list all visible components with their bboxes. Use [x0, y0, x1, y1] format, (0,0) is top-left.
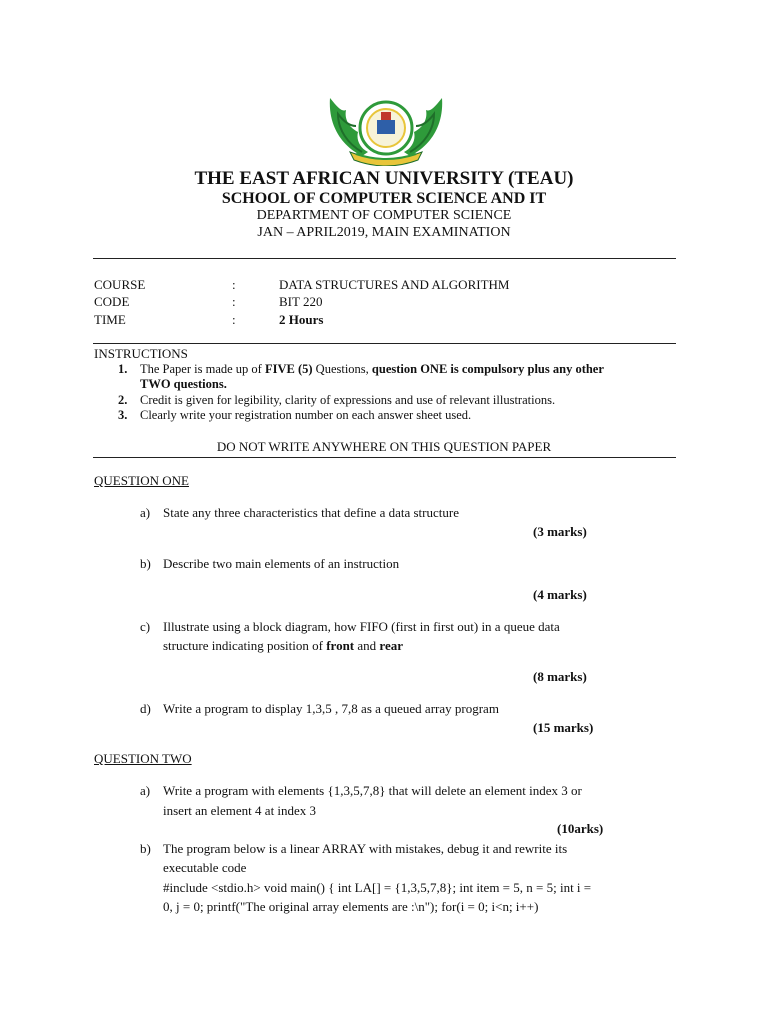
instructions-divider — [93, 457, 676, 458]
q1c-front: front — [326, 638, 355, 653]
course-sep: : — [232, 277, 236, 292]
q1c-marks: (8 marks) — [533, 669, 587, 684]
code-sep: : — [232, 294, 236, 309]
info-divider — [93, 343, 676, 344]
instruction-1-number: 1. — [118, 362, 128, 376]
instruction-1-text — [140, 362, 680, 377]
code-label: CODE — [94, 294, 130, 309]
instruction-1-pre: The Paper is made up of — [140, 362, 265, 376]
university-seal-logo — [322, 86, 450, 166]
no-writing-warning: DO NOT WRITE ANYWHERE ON THIS QUESTION PAPER — [216, 439, 552, 454]
instructions-heading: INSTRUCTIONS — [94, 346, 188, 361]
q1d-marks: (15 marks) — [533, 720, 594, 735]
course-label: COURSE — [94, 277, 146, 292]
q1a-letter: a) — [140, 505, 151, 520]
university-name: THE EAST AFRICAN UNIVERSITY (TEAU) — [194, 168, 574, 189]
code-value: BIT 220 — [279, 294, 323, 309]
department-name: DEPARTMENT OF COMPUTER SCIENCE — [256, 208, 512, 223]
q1c-rear: rear — [379, 638, 403, 653]
instruction-1-bold-rule: question ONE is compulsory plus any other — [371, 362, 604, 376]
q2a-letter: a) — [140, 783, 151, 798]
q1b-text: Describe two main elements of an instruction — [163, 556, 400, 571]
q1c-line1: Illustrate using a block diagram, how FIFO (first in first out) in a queue data — [163, 619, 560, 634]
exam-period: JAN – APRIL2019, MAIN EXAMINATION — [257, 225, 511, 240]
header-divider — [93, 258, 676, 259]
time-label: TIME — [94, 312, 126, 327]
q1c-letter: c) — [140, 619, 151, 634]
q1c-line2 — [163, 638, 403, 654]
instruction-2-number: 2. — [118, 393, 128, 407]
q2b-line2: executable code — [163, 860, 247, 875]
question-one-title: QUESTION ONE — [94, 473, 189, 488]
instruction-1-bold-count: FIVE (5) — [264, 362, 313, 376]
q2a-line2: insert an element 4 at index 3 — [163, 803, 317, 818]
q1a-marks: (3 marks) — [533, 524, 587, 539]
q2b-code-line2: 0, j = 0; printf("The original array elements are :\n"); for(i = 0; i<n; i++) — [163, 899, 539, 914]
instruction-1-mid: Questions, — [312, 362, 372, 376]
q1c-and: and — [354, 638, 380, 653]
instruction-2-text: Credit is given for legibility, clarity of expressions and use of relevant illustrations. — [140, 393, 556, 407]
instruction-3-text: Clearly write your registration number on each answer sheet used. — [140, 408, 472, 422]
q1b-marks: (4 marks) — [533, 587, 587, 602]
q2a-marks: (10arks) — [557, 821, 604, 836]
q2b-line1: The program below is a linear ARRAY with mistakes, debug it and rewrite its — [163, 841, 568, 856]
q1c-line2-pre: structure indicating position of — [163, 638, 327, 653]
course-value: DATA STRUCTURES AND ALGORITHM — [279, 277, 510, 292]
q2a-line1: Write a program with elements {1,3,5,7,8} that will delete an element index 3 or — [163, 783, 582, 798]
instruction-3-number: 3. — [118, 408, 128, 422]
school-name: SCHOOL OF COMPUTER SCIENCE AND IT — [221, 190, 547, 207]
question-two-title: QUESTION TWO — [94, 751, 192, 766]
time-sep: : — [232, 312, 236, 327]
q1a-text: State any three characteristics that define a data structure — [163, 505, 459, 520]
instruction-1-line2: TWO questions. — [140, 377, 227, 391]
q2b-code-line1: #include <stdio.h> void main() { int LA[] = {1,3,5,7,8}; int item = 5, n = 5; int i = — [163, 880, 592, 895]
q1d-letter: d) — [140, 701, 151, 716]
q1b-letter: b) — [140, 556, 151, 571]
q2b-letter: b) — [140, 841, 151, 856]
time-value: 2 Hours — [279, 312, 324, 327]
q1d-text: Write a program to display 1,3,5 , 7,8 as a queued array program — [163, 701, 499, 716]
